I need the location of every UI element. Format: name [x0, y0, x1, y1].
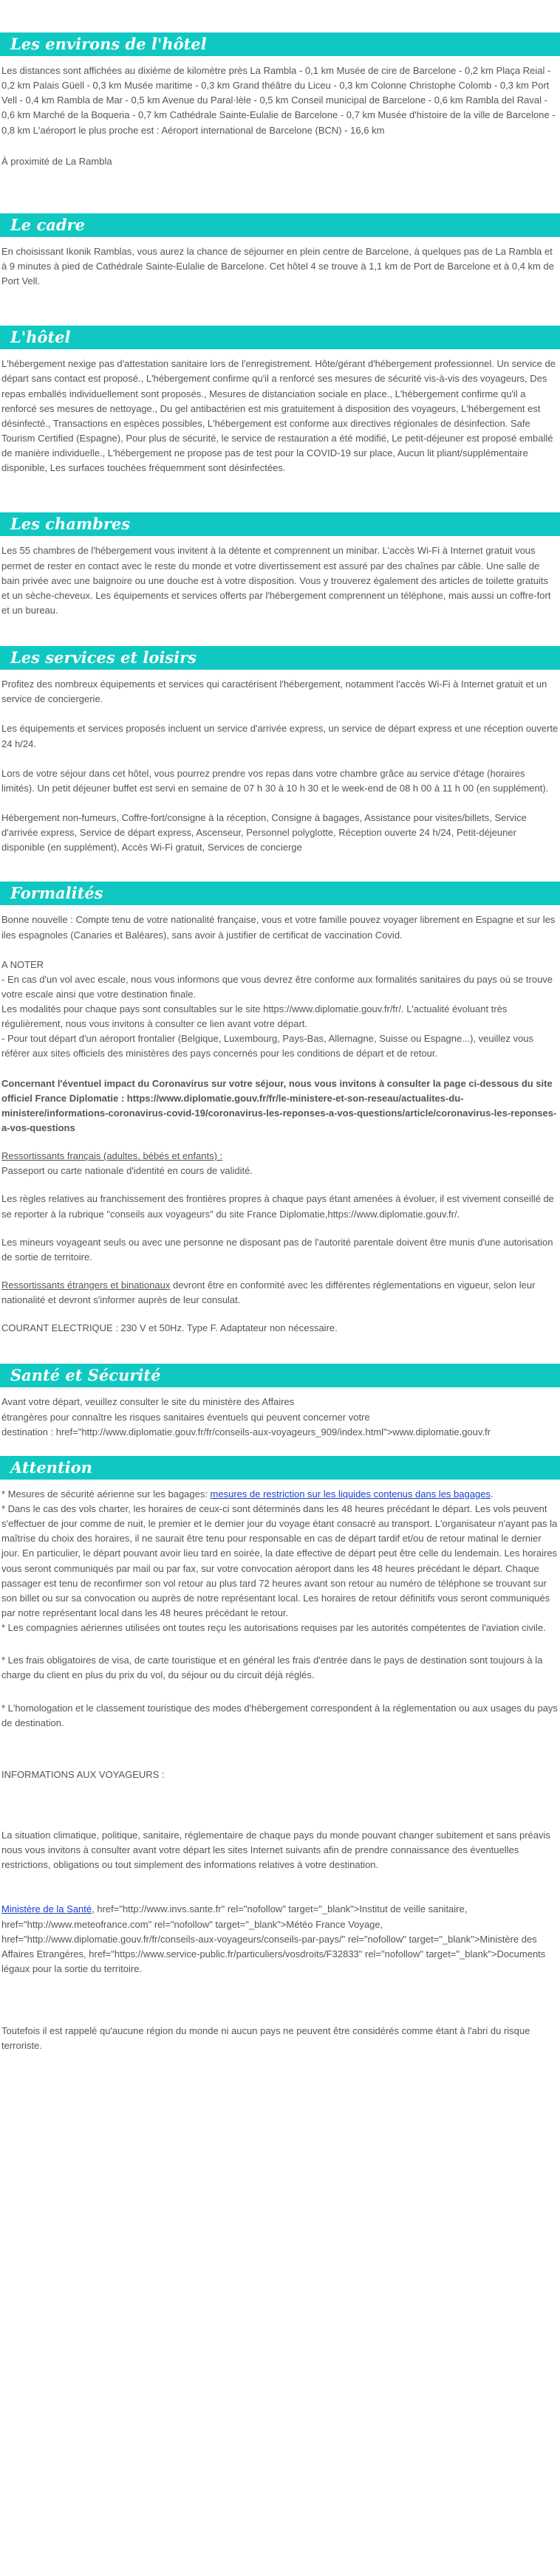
formalites-foreign-title: Ressortissants étrangers et binationaux — [1, 1280, 171, 1291]
sante-line-3: destination : href="http://www.diplomatie.gouv.fr/fr/conseils-aux-voyageurs_909/index.html">www.diplomatie.gouv.fr — [1, 1426, 491, 1438]
attention-links — [1, 1902, 559, 1976]
formalites-fr-text: Passeport ou carte nationale d'identité en cours de validité. — [1, 1165, 253, 1177]
attention-bagages-prefix: * Mesures de sécurité aérienne sur les bagages: — [1, 1488, 211, 1500]
section-cadre — [0, 213, 560, 289]
section-sante — [0, 1364, 560, 1439]
attention-info-title: INFORMATIONS AUX VOYAGEURS : — [1, 1768, 165, 1780]
hotel-text: L'hébergement nexige pas d'attestation sanitaire lors de l'enregistrement. Hôte/gérant d'hébergement professionnel. Un service de départ sans contact est proposé., L'hébergement confirme qu'il a renforcé ses mesures de sécurité vis-à-vis des voyageurs, Des repas emballés individuellement sont proposés., Mesures de distanciation sociale en place., L'hébergement confirme qu'il a renforcé ses mesures de nettoyage., Du gel antibactérien est mis gratuitement à disposition des voyageurs, L'hébergement est désinfecté., Transactions en espèces possibles, L'hébergement est conforme aux directives régionales de désinfection. Safe Tourism Certified (Espagne), Pour plus de sécurité, le service de restauration a été modifié, Le petit-déjeuner est proposé emballé de manière individuelle., L'hébergement ne propose pas de test pour la COVID-19 sur place, Aucun lit pliant/supplémentaire disponible, Les surfaces touchées fréquemment sont désinfectées. — [1, 358, 556, 474]
environs-nearby: À proximité de La Rambla — [1, 155, 112, 167]
formalites-rules: Les règles relatives au franchissement des frontières propres à chaque pays étant amenées à évoluer, il est vivement conseillé de se reporter à la rubrique "conseils aux voyageurs" du site France Diplomatie,https://www.diplomatie.gouv.fr/. — [1, 1193, 554, 1220]
formalites-intro: Bonne nouvelle : Compte tenu de votre nationalité française, vous et votre famille pouvez voyager librement en Espagne et sur les iles espagnoles (Canaries et Baléares), sans avoir à justifier de certificat de vaccination Covid. — [1, 914, 556, 941]
attention-visa: * Les frais obligatoires de visa, de carte touristique et en général les frais d'entrée dans le pays de destination sont toujours à la charge du client en plus du prix du vol, du séjour ou du circuit déjà réglés. — [1, 1655, 543, 1681]
attention-homologation: * L'homologation et le classement touristique des modes d'hébergement correspondent à la réglementation ou aux usages du pays de destination. — [1, 1702, 558, 1728]
attention-links-rest: , href="http://www.invs.sante.fr" rel="nofollow" target="_blank">Institut de veille sanitaire, href="http://www.meteofrance.com" rel="nofollow" target="_blank">Météo France Voyage, href="http://www.diplomatie.gouv.fr/fr/conseils-aux-voyageurs/conseils-par-pays/" rel="nofollow" target="_blank">Ministère des Affaires Etrangères, href="https://www.service-public.fr/particuliers/vosdroits/F32833" rel="nofollow" target="_blank">Documents légaux pour la sortie du territoire. — [1, 1903, 546, 1974]
attention-companies: * Les compagnies aériennes utilisées ont toutes reçu les autorisations requises par les autorités compétentes de l'aviation civile. — [1, 1622, 546, 1634]
section-title-cadre: Le cadre — [0, 213, 560, 237]
attention-terror: Toutefois il est rappelé qu'aucune région du monde ni aucun pays ne peuvent être considérés comme étant à l'abri du risque terroriste. — [1, 2025, 530, 2052]
section-hotel — [0, 326, 560, 475]
chambres-text: Les 55 chambres de l'hébergement vous invitent à la détente et comprennent un minibar. L'accès Wi-Fi à Internet gratuit vous permet de rester en contact avec le reste du monde et votre divertissement est assuré par des chaînes par câble. Une salle de bain privée avec une baignoire ou une douche est à votre disposition. Vous y trouverez également des articles de toilette gratuits et un sèche-cheveux. Les équipements et services offerts par l'hébergement comprennent un téléphone, mais aussi un coffre-fort et un bureau. — [1, 545, 551, 616]
formalites-note-3: - Pour tout départ d'un aéroport frontalier (Belgique, Luxembourg, Pays-Bas, Allemagne, Suisse ou Espagne...), veuillez vous référer aux sites officiels des ministères des pays concernés pour les conditions de départ et de retour. — [1, 1033, 534, 1059]
attention-bagages-suffix: . — [490, 1488, 494, 1500]
formalites-foreign-text: devront être en conformité avec les différentes réglementations en vigueur, selon leur nationalité et devront s'informer auprès de leur consulat. — [1, 1280, 536, 1306]
sante-line-2: étrangères pour connaître les risques sanitaires éventuels qui peuvent concerner votre — [1, 1411, 370, 1423]
services-text-4: Hébergement non-fumeurs, Coffre-fort/consigne à la réception, Consigne à bagages, Assistance pour visites/billets, Service d'arrivée express, Service de départ express, Ascenseur, Personnel polyglotte, Réception ouverte 24 h/24, Petit-déjeuner disponible (en supplément), Accès Wi-Fi gratuit, Services de concierge — [1, 811, 527, 853]
attention-charter: * Dans le cas des vols charter, les horaires de ceux-ci sont déterminés dans les 48 heures précédant le départ. Les vols peuvent s'effectuer de jour comme de nuit, le premier et le dernier jour du voyage étant consacré au transport. L'organisateur n'ayant pas la maîtrise du choix des horaires, il ne saurait être tenu pour responsable en cas de départ tardif et/ou de retour matinal le dernier jour. En particulier, le départ pouvant avoir lieu tard en soirée, la date effective de départ peut être celle du lendemain. Les horaires vous seront communiqués par mail ou par fax, sur votre convocation aéroport dans les 48 heures précédant le départ. Chaque passager est tenu de reconfirmer son vol retour au plus tard 72 heures avant son retour au numéro de téléphone se trouvant sur son billet ou sur sa convocation ou auprès de notre représentant local. Les horaires de retour définitifs vous seront communiqués par notre représentant local dans les 48 heures précédant le retour. — [1, 1503, 558, 1618]
formalites-note-2: Les modalités pour chaque pays sont consultables sur le site https://www.diplomatie.gouv.fr/fr/. L'actualité évoluant très régulièrement, nous vous invitons à consulter ce lien avant votre départ. — [1, 1003, 508, 1030]
formalites-foreign — [1, 1278, 559, 1308]
attention-situation-2: nous vous invitons à consulter avant votre départ les sites Internet suivants afin de prendre connaissance des éventuelles restrictions, obligations ou tout simplement des informations relatives à votre destination. — [1, 1844, 519, 1871]
formalites-minors: Les mineurs voyageant seuls ou avec une personne ne disposant pas de l'autorité parentale doivent être munis d'une autorisation de sortie de territoire. — [1, 1236, 553, 1263]
section-title-environs: Les environs de l'hôtel — [0, 32, 560, 56]
section-title-services: Les services et loisirs — [0, 646, 560, 670]
section-environs — [0, 32, 560, 169]
section-title-formalites: Formalités — [0, 882, 560, 905]
section-title-sante: Santé et Sécurité — [0, 1364, 560, 1387]
services-text-3: Lors de votre séjour dans cet hôtel, vous pourrez prendre vos repas dans votre chambre grâce au service d'étage (horaires limités). Un petit déjeuner buffet est servi en semaine de 07 h 30 à 10 h 30 et le week-end de 08 h 00 à 11 h 00 (en supplément). — [1, 767, 549, 794]
section-attention — [0, 1456, 560, 2054]
sante-line-1: Avant votre départ, veuillez consulter le site du ministère des Affaires — [1, 1396, 295, 1408]
ministere-sante-link[interactable]: Ministère de la Santé — [1, 1903, 92, 1915]
attention-situation-1: La situation climatique, politique, sanitaire, réglementaire de chaque pays du monde pouvant changer subitement et sans préavis — [1, 1829, 550, 1841]
formalites-note-1: - En cas d'un vol avec escale, nous vous informons que vous devrez être conforme aux formalités sanitaires du pays où se trouve votre escale ainsi que votre destination finale. — [1, 973, 553, 1000]
formalites-electric: COURANT ELECTRIQUE : 230 V et 50Hz. Type F. Adaptateur non nécessaire. — [1, 1322, 338, 1334]
formalites-covid: Concernant l'éventuel impact du Coronavirus sur votre séjour, nous vous invitons à consulter la page ci-dessous du site officiel France Diplomatie : https://www.diplomatie.gouv.fr/fr/le-ministere-et-son-reseau/actualites-du-ministere/informations-coronavirus-covid-19/coronavirus-les-reponses-a-vos-questions/article/coronavirus-les-reponses-a-vos-questions — [1, 1077, 557, 1134]
attention-bagages — [1, 1487, 559, 1502]
cadre-text: En choisissant Ikonik Ramblas, vous aurez la chance de séjourner en plein centre de Barcelone, à quelques pas de La Rambla et à 9 minutes à pied de Cathédrale Sainte-Eulalie de Barcelone. Cet hôtel 4 se trouve à 1,1 km de Port de Barcelone et à 0,4 km de Port Vell. — [1, 245, 554, 287]
liquids-restriction-link[interactable]: mesures de restriction sur les liquides contenus dans les bagages — [210, 1488, 491, 1500]
section-services — [0, 646, 560, 855]
section-title-hotel: L'hôtel — [0, 326, 560, 349]
section-chambres — [0, 512, 560, 618]
section-formalites — [0, 882, 560, 1336]
section-title-attention: Attention — [0, 1456, 560, 1480]
formalites-fr-title: Ressortissants français (adultes, bébés et enfants) : — [1, 1150, 223, 1162]
formalites-note-title: A NOTER — [1, 958, 44, 970]
environs-distances: Les distances sont affichées au dixième de kilomètre près La Rambla - 0,1 km Musée de cire de Barcelone - 0,2 km Plaça Reial - 0,2 km Palais Güell - 0,3 km Musée maritime - 0,3 km Grand théâtre du Liceu - 0,3 km Colonne Christophe Colomb - 0,3 km Port Vell - 0,4 km Rambla de Mar - 0,5 km Avenue du Paral·lèle - 0,5 km Conseil municipal de Barcelone - 0,6 km Rambla del Raval - 0,6 km Marché de la Boqueria - 0,7 km Cathédrale Sainte-Eulalie de Barcelone - 0,7 km Musée d'histoire de la ville de Barcelone - 0,8 km L'aéroport le plus proche est : Aéroport international de Barcelone (BCN) - 16,6 km — [1, 65, 556, 136]
services-text-1: Profitez des nombreux équipements et services qui caractérisent l'hébergement, notamment l'accès Wi-Fi à Internet gratuit et un service de conciergerie. — [1, 679, 547, 705]
section-title-chambres: Les chambres — [0, 512, 560, 536]
services-text-2: Les équipements et services proposés incluent un service d'arrivée express, un service de départ express et une réception ouverte 24 h/24. — [1, 723, 559, 749]
